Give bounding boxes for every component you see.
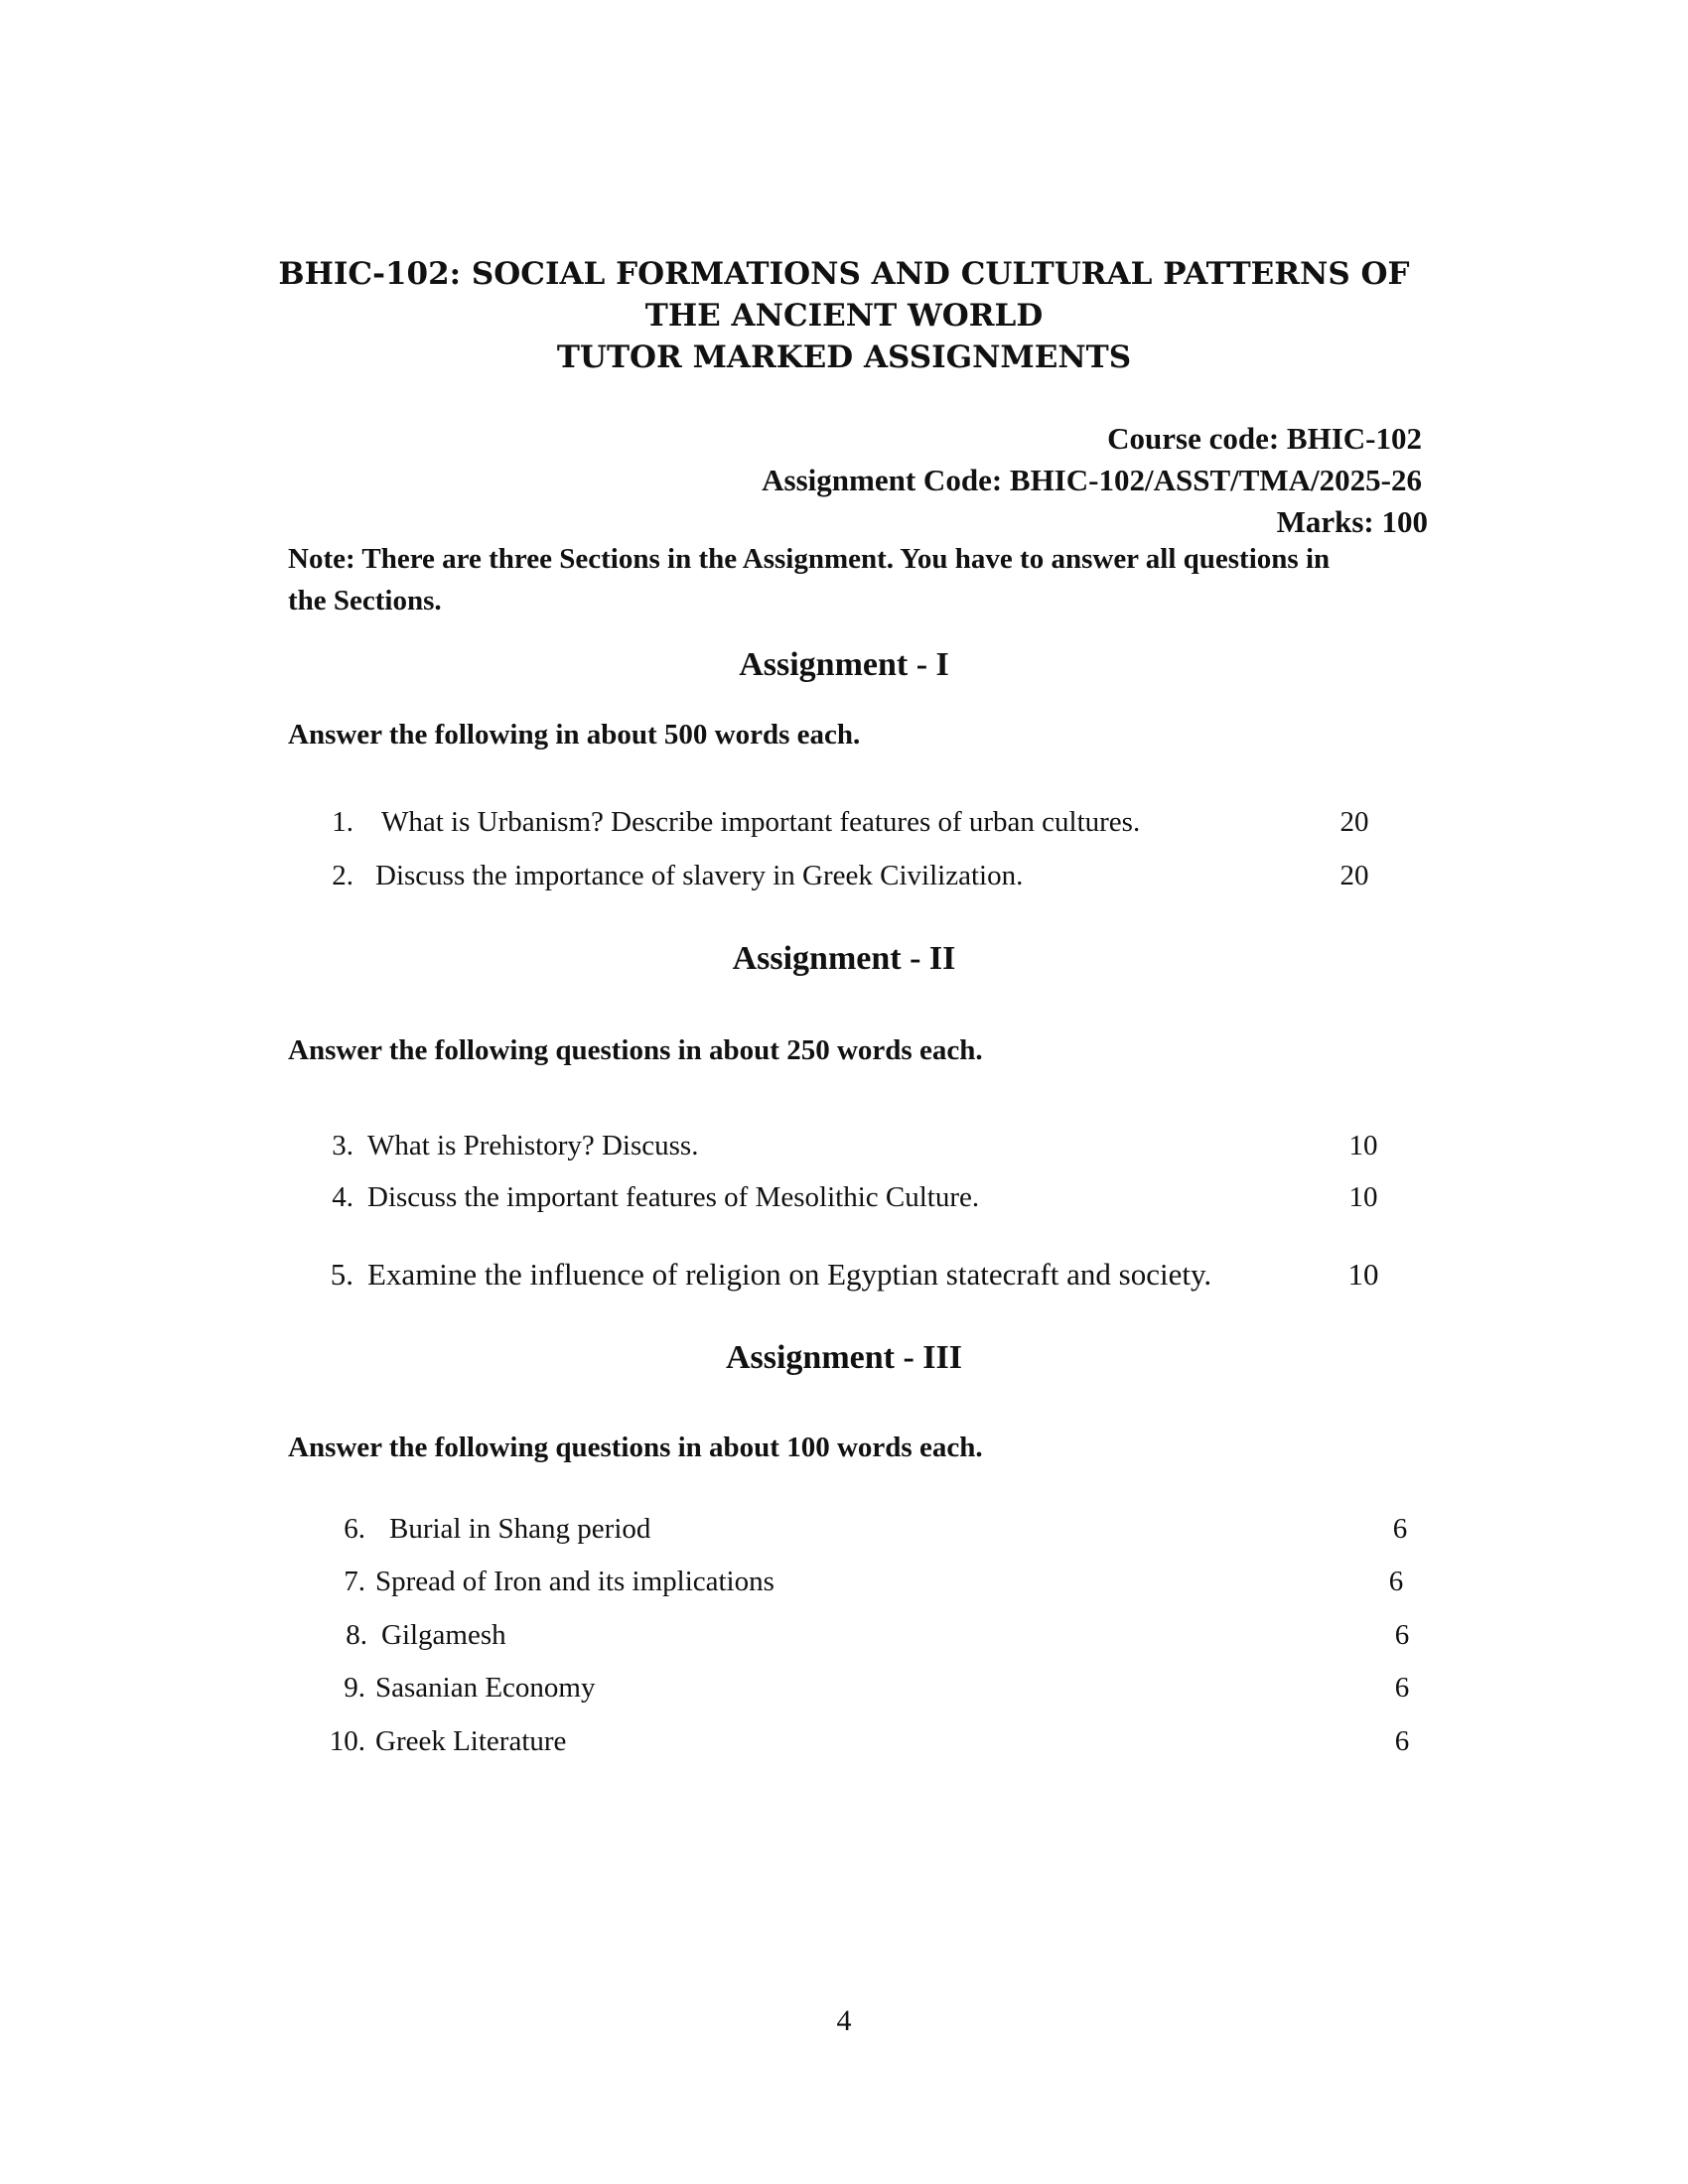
title-line-2: THE ANCIENT WORLD — [644, 298, 1044, 334]
question-text: Sasanian Economy — [375, 1672, 596, 1704]
question-row — [298, 1615, 1430, 1655]
section-heading-1: Assignment - I — [739, 646, 949, 683]
question-text: Burial in Shang period — [389, 1513, 651, 1545]
section-instruction-3: Answer the following questions in about 100 words each. — [288, 1432, 983, 1463]
question-row — [298, 1509, 1430, 1549]
question-text: Discuss the importance of slavery in Greek Civilization. — [375, 860, 1024, 891]
question-row — [298, 1177, 1430, 1217]
question-text: Spread of Iron and its implications — [375, 1566, 774, 1597]
question-marks: 20 — [1339, 806, 1369, 838]
question-marks: 10 — [1348, 1130, 1378, 1161]
question-number: 4. — [332, 1181, 353, 1213]
question-text: Discuss the important features of Mesolithic Culture. — [367, 1181, 980, 1213]
question-number: 9. — [344, 1672, 365, 1704]
section-instruction-2: Answer the following questions in about 250 words each. — [288, 1034, 983, 1066]
section-heading-2: Assignment - II — [732, 940, 956, 977]
total-marks: Marks: 100 — [1276, 504, 1428, 539]
question-number: 5. — [330, 1257, 353, 1292]
question-marks: 6 — [1394, 1619, 1410, 1651]
assignment-code: Assignment Code: BHIC-102/ASST/TMA/2025-26 — [762, 463, 1422, 497]
question-marks: 6 — [1388, 1566, 1404, 1597]
question-number: 1. — [332, 806, 353, 838]
note-line-2: the Sections. — [288, 585, 442, 616]
question-marks: 10 — [1348, 1181, 1378, 1213]
question-row — [298, 1255, 1430, 1295]
question-marks: 20 — [1339, 860, 1369, 891]
note-line-1: Note: There are three Sections in the Assignment. You have to answer all questions in — [288, 543, 1331, 575]
page-number: 4 — [836, 2004, 852, 2037]
question-text: What is Prehistory? Discuss. — [367, 1130, 699, 1161]
question-number: 3. — [332, 1130, 353, 1161]
question-marks: 6 — [1394, 1725, 1410, 1757]
question-row — [298, 1721, 1430, 1761]
question-number: 2. — [332, 860, 353, 891]
question-number: 6. — [344, 1513, 365, 1545]
question-text: Examine the influence of religion on Egyptian statecraft and society. — [367, 1257, 1212, 1292]
question-number: 10. — [329, 1725, 365, 1757]
course-code: Course code: BHIC-102 — [1107, 421, 1422, 456]
question-row — [298, 1668, 1430, 1707]
question-number: 8. — [346, 1619, 367, 1651]
title-line-1: BHIC-102: SOCIAL FORMATIONS AND CULTURAL PATTERNS OF — [278, 256, 1410, 292]
section-heading-3: Assignment - III — [725, 1339, 963, 1376]
title-line-3: TUTOR MARKED ASSIGNMENTS — [556, 340, 1132, 375]
question-number: 7. — [344, 1566, 365, 1597]
question-row — [298, 1126, 1430, 1165]
question-row — [298, 802, 1430, 842]
question-marks: 6 — [1394, 1672, 1410, 1704]
question-row — [298, 856, 1430, 895]
question-text: Gilgamesh — [381, 1619, 506, 1651]
question-text: Greek Literature — [375, 1725, 567, 1757]
question-text: What is Urbanism? Describe important features of urban cultures. — [381, 806, 1141, 838]
question-row — [298, 1562, 1430, 1601]
question-marks: 10 — [1347, 1257, 1379, 1292]
question-marks: 6 — [1392, 1513, 1408, 1545]
section-instruction-1: Answer the following in about 500 words each. — [288, 719, 861, 751]
